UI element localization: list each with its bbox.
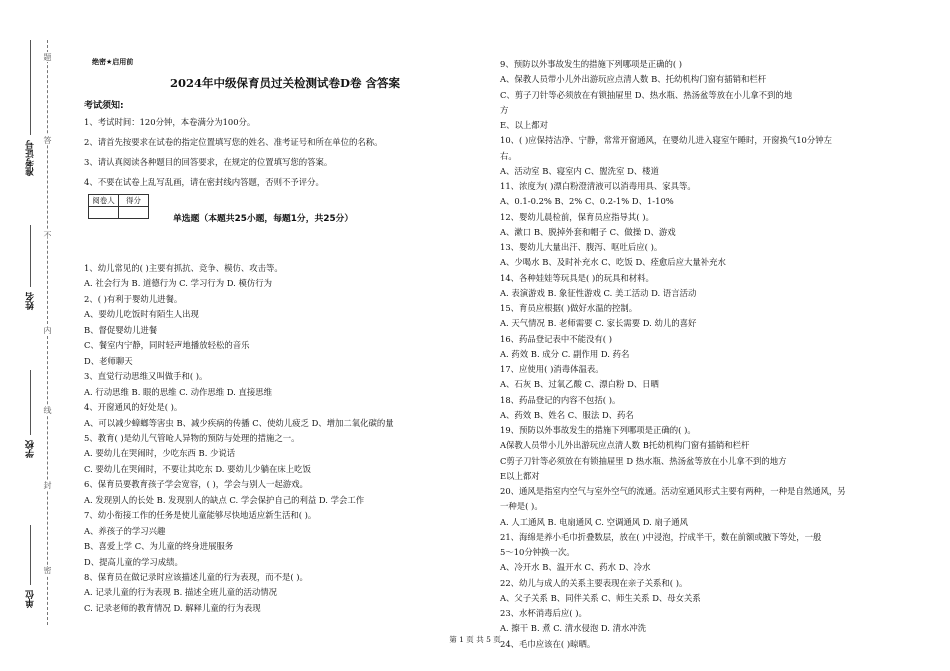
grader-cell[interactable] (89, 207, 119, 219)
cut-mark: 线 (43, 406, 52, 414)
question-line: 8、保育员在做记录时应该描述儿童的行为表现，而不是( )。 (84, 572, 308, 582)
question-line: D、提高儿童的学习成绩。 (84, 556, 183, 567)
question-line: A. 社会行为 B. 道德行为 C. 学习行为 D. 模仿行为 (84, 278, 273, 289)
score-box (88, 194, 149, 219)
exam-id-field[interactable] (30, 40, 31, 135)
question-line: A保教人员带小儿外出游玩应点清人数 B托幼机构门窗有插销和栏杆 (500, 440, 750, 451)
name-label: 姓名 (26, 292, 36, 310)
notice-heading: 考试须知: (84, 101, 124, 111)
question-line: A. 人工通风 B. 电扇通风 C. 空调通风 D. 扇子通风 (500, 516, 689, 527)
question-line: A、冷开水 B、温开水 C、药水 D、冷水 (500, 562, 651, 573)
notice-item: 1、考试时间：120分钟，本卷满分为100分。 (84, 117, 256, 127)
question-line: 7、幼小衔接工作的任务是使儿童能够尽快地适应新生活和( )。 (84, 510, 317, 521)
question-line: 5～10分钟换一次。 (500, 547, 575, 557)
question-line: A、漱口 B、脱掉外套和帽子 C、做操 D、游戏 (500, 226, 676, 237)
question-line: A. 擦干 B. 煮 C. 清水侵泡 D. 清水冲洗 (500, 623, 647, 634)
question-line: 22、幼儿与成人的关系主要表现在亲子关系和( )。 (500, 577, 688, 588)
question-line: B、喜爱上学 C、为儿童的终身进展服务 (84, 541, 234, 552)
question-line: E以上都对 (500, 470, 540, 481)
question-line: 18、药品登记的内容不包括( )。 (500, 394, 621, 405)
name-field[interactable] (30, 225, 31, 287)
question-line: 15、育员应根据( )做好水温的控制。 (500, 303, 638, 313)
question-line: E、以上都对 (500, 120, 548, 130)
question-line: A. 天气情况 B. 老师需要 C. 家长需要 D. 幼儿的喜好 (500, 318, 697, 329)
question-line: 19、预防以外事故发生的措施下列哪项是正确的( )。 (500, 425, 696, 435)
score-cell[interactable] (119, 207, 149, 219)
question-line: A. 表演游戏 B. 象征性游戏 C. 美工活动 D. 语言活动 (500, 287, 697, 298)
question-line: 5、教育( )是幼儿气管呛人异物的预防与处理的措施之一。 (84, 432, 300, 443)
question-line: A、要幼儿吃饭时有陌生人出现 (84, 309, 199, 320)
question-line: 1、幼儿常见的( )主要有抓抗、竞争、模仿、攻击等。 (84, 263, 283, 273)
question-line: A、石灰 B、过氧乙酸 C、漂白粉 D、日晒 (500, 379, 659, 390)
question-line: A. 记录儿童的行为表现 B. 描述全班儿童的活动情况 (84, 587, 278, 598)
question-line: A. 发现别人的长处 B. 发现别人的缺点 C. 学会保护自己的利益 D. 学会工作 (84, 494, 365, 505)
cut-mark: 封 (43, 481, 52, 489)
secret-mark: 绝密★启用前 (92, 58, 134, 66)
grader-label: 阅卷人 (89, 195, 119, 207)
question-line: A、父子关系 B、同伴关系 C、师生关系 D、母女关系 (500, 592, 701, 603)
question-line: 21、海绵是养小毛巾折叠数层，放在( )中浸泡，拧成半干，数在前额或腋下等处，一般 (500, 531, 822, 542)
question-line: 3、直觉行动思维又叫做手和( )。 (84, 371, 208, 382)
notice-item: 2、请首先按要求在试卷的指定位置填写您的姓名、准考证号和所在单位的名称。 (84, 137, 383, 147)
question-line: A、可以减少蟑螂等害虫 B、减少疾病的传播 C、使幼儿疲乏 D、增加二氧化碳的量 (84, 417, 394, 428)
question-line: A、活动室 B、寝室内 C、盥洗室 D、楼道 (500, 165, 659, 176)
section-title: 单选题（本题共25小题，每题1分，共25分） (173, 214, 354, 224)
question-line: 17、应使用( )消毒体温表。 (500, 364, 604, 374)
question-line: 11、浓度为( )漂白粉澄清液可以消毒用具、家具等。 (500, 181, 696, 191)
question-line: 一种是( )。 (500, 501, 543, 512)
question-line: 23、水杯消毒后应( )。 (500, 608, 587, 618)
cut-mark: 题 (43, 53, 52, 61)
question-line: B、督促婴幼儿进餐 (84, 324, 158, 335)
score-label: 得分 (119, 195, 149, 207)
cut-mark: 答 (43, 136, 52, 144)
question-line: C、剪子刀针等必须放在有锁抽屉里 D、热水瓶、热汤盆等放在小儿拿不到的地 (500, 89, 793, 100)
question-line: 10、( )应保持洁净、宁静，常常开窗通风，在婴幼儿进入寝室午睡时，开窗换气10分钟左 (500, 135, 833, 146)
school-label: 学校 (26, 440, 36, 458)
question-line: 13、婴幼儿大量出汗、腹泻、呕吐后应( )。 (500, 242, 663, 252)
question-line: 9、预防以外事故发生的措施下列哪项是正确的( ) (500, 59, 683, 69)
question-line: 4、开窗通风的好处是( )。 (84, 402, 183, 413)
page-title: 2024年中级保育员过关检测试卷D卷 含答案 (170, 76, 400, 90)
unit-label: 单位 (26, 590, 36, 608)
question-line: 24、毛巾应该在( )晾晒。 (500, 638, 596, 649)
question-line: A、0.1-0.2% B、2% C、0.2-1% D、1-10% (500, 196, 674, 207)
question-line: A、少喝水 B、及时补充水 C、吃饭 D、痊愈后应大量补充水 (500, 257, 726, 268)
question-line: 12、婴幼儿晨检前，保育员应指导其( )。 (500, 211, 654, 222)
notice-item: 3、请认真阅读各种题目的回答要求，在规定的位置填写您的答案。 (84, 157, 333, 167)
question-line: 2、( )有利于婴幼儿进餐。 (84, 293, 183, 304)
question-line: 6、保育员要教育孩子学会宽容，( )，学会与别人一起游戏。 (84, 479, 308, 490)
question-line: C. 记录老师的教育情况 D. 解释儿童的行为表现 (84, 602, 261, 613)
page-number: 第 1 页 共 5 页 (449, 635, 501, 644)
cut-mark: 密 (43, 566, 52, 574)
question-line: 20、通风是指室内空气与室外空气的流通。活动室通风形式主要有两种，一种是自然通风，另 (500, 486, 846, 496)
binding-margin (0, 0, 70, 671)
question-line: C、餐室内宁静，同时轻声地播放轻松的音乐 (84, 340, 250, 351)
unit-field[interactable] (30, 525, 31, 585)
question-line: 右。 (500, 150, 517, 161)
question-line: A、养孩子的学习兴趣 (84, 525, 166, 536)
question-line: A、保教人员带小儿外出游玩应点清人数 B、托幼机构门窗有插销和栏杆 (500, 74, 767, 85)
question-line: 16、药品登记表中不能没有( ) (500, 333, 612, 344)
question-line: 14、各种娃娃等玩具是( )的玩具和材料。 (500, 272, 654, 283)
question-line: D、老师聊天 (84, 355, 133, 366)
exam-id-label: 准考证号 (26, 140, 36, 176)
question-line: A. 药效 B. 成分 C. 副作用 D. 药名 (500, 348, 630, 359)
question-line: C. 要幼儿在哭闹时，不要让其吃东 D. 要幼儿少躺在床上吃饭 (84, 463, 311, 474)
question-line: C剪子刀针等必须放在有锁抽屉里 D 热水瓶、热汤盆等放在小儿拿不到的地方 (500, 455, 787, 466)
notice-item: 4、不要在试卷上乱写乱画，请在密封线内答题，否则不予评分。 (84, 177, 324, 187)
cut-mark: 不 (43, 231, 52, 239)
question-line: A. 要幼儿在哭闹时，少吃东西 B. 少说话 (84, 448, 236, 459)
notice-list (84, 116, 486, 196)
question-line: 方 (500, 104, 509, 115)
school-field[interactable] (30, 370, 31, 435)
cut-mark: 内 (43, 326, 52, 334)
question-line: A. 行动思维 B. 眼的思维 C. 动作思维 D. 直接思维 (84, 386, 273, 397)
question-line: A、药效 B、姓名 C、服法 D、药名 (500, 409, 634, 420)
